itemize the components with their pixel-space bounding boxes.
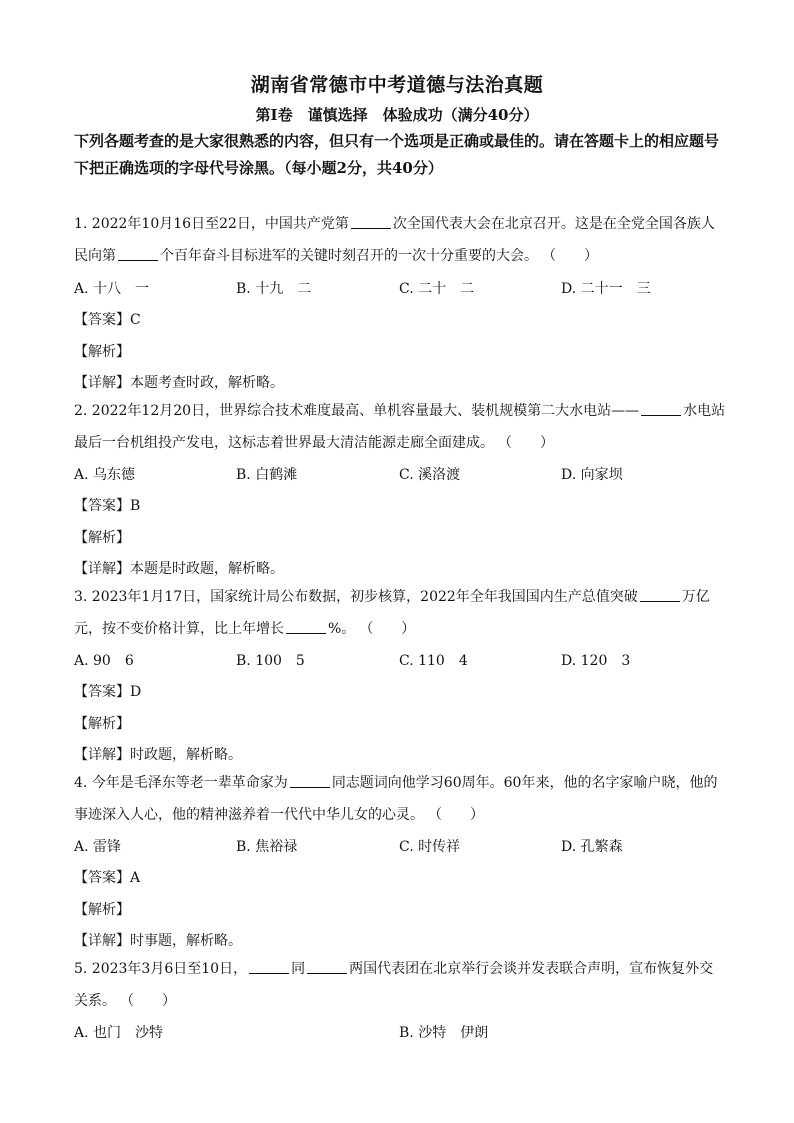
question-2-line-2: 最后一台机组投产发电，这标志着世界最大清洁能源走廊全面建成。 （ ） [74, 435, 554, 451]
analysis-line: 【解析】 [74, 530, 130, 546]
question-4-options [74, 837, 724, 857]
option-d: D. 向家坝 [561, 467, 623, 483]
question-5-options [74, 1023, 724, 1043]
option-b: B. 焦裕禄 [236, 839, 298, 855]
answer-blank [290, 773, 330, 788]
detail-line: 【详解】时政题，解析略。 [74, 747, 242, 763]
analysis-line: 【解析】 [74, 344, 130, 360]
section-heading: 第Ⅰ卷 谨慎选择 体验成功（满分40分） [255, 106, 539, 124]
question-5-line-1: 5. 2023年3月6日至10日， 同 两国代表团在北京举行会谈并发表联合声明，宣布恢复外交 [74, 961, 714, 977]
option-b: B. 沙特 伊朗 [399, 1025, 489, 1041]
option-c: C. 时传祥 [399, 839, 461, 855]
question-4-line-2: 事迹深入人心，他的精神滋养着一代代中华儿女的心灵。 （ ） [74, 807, 484, 823]
page-title: 湖南省常德市中考道德与法治真题 [250, 74, 544, 96]
answer-line: 【答案】C [74, 312, 141, 328]
option-b: B. 白鹤滩 [236, 467, 298, 483]
answer-line: 【答案】B [74, 498, 141, 514]
analysis-line: 【解析】 [74, 902, 130, 918]
question-1-line-1: 1. 2022年10月16日至22日，中国共产党第 次全国代表大会在北京召开。这是在全党全国各族人 [74, 216, 715, 232]
question-3-line-2: 元，按不变价格计算，比上年增长 %。 （ ） [74, 621, 416, 637]
option-d: D. 二十一 三 [561, 281, 651, 297]
option-b: B. 十九 二 [236, 281, 312, 297]
option-b: B. 100 5 [236, 653, 305, 669]
answer-blank [640, 587, 680, 602]
question-4-line-1: 4. 今年是毛泽东等老一辈革命家为 同志题词向他学习60周年。60年来，他的名字家喻户晓，他的 [74, 775, 718, 791]
option-a: A. 也门 沙特 [74, 1025, 164, 1041]
question-1-line-2: 民向第 个百年奋斗目标进军的关键时刻召开的一次十分重要的大会。 （ ） [74, 248, 598, 264]
answer-line: 【答案】A [74, 870, 141, 886]
option-a: A. 乌东德 [74, 467, 136, 483]
question-3-line-1: 3. 2023年1月17日，国家统计局公布数据，初步核算，2022年全年我国国内生产总值突破 万亿 [74, 589, 710, 605]
instructions: 下列各题考查的是大家很熟悉的内容，但只有一个选项是正确或最佳的。请在答题卡上的相应题号下把正确选项的字母代号涂黑。（每小题2分，共40分） [74, 132, 720, 177]
detail-line: 【详解】本题是时政题，解析略。 [74, 561, 284, 577]
question-1-options [74, 279, 724, 299]
answer-blank [351, 214, 391, 229]
answer-blank [249, 959, 289, 974]
detail-line: 【详解】时事题，解析略。 [74, 933, 242, 949]
option-c: C. 二十 二 [399, 281, 475, 297]
answer-blank [307, 959, 347, 974]
question-5-line-2: 关系。 （ ） [74, 993, 176, 1009]
question-2-options [74, 465, 724, 485]
option-c: C. 溪洛渡 [399, 467, 461, 483]
option-d: D. 孔繁森 [561, 839, 623, 855]
question-3-options [74, 651, 724, 671]
answer-blank [641, 401, 681, 416]
question-2-line-1: 2. 2022年12月20日，世界综合技术难度最高、单机容量最大、装机规模第二大水电站—— 水电站 [74, 403, 726, 419]
option-a: A. 90 6 [74, 653, 134, 669]
answer-blank [118, 246, 158, 261]
option-a: A. 十八 一 [74, 281, 150, 297]
analysis-line: 【解析】 [74, 716, 130, 732]
option-a: A. 雷锋 [74, 839, 122, 855]
answer-line: 【答案】D [74, 684, 142, 700]
answer-blank [286, 619, 326, 634]
detail-line: 【详解】本题考查时政，解析略。 [74, 375, 284, 391]
option-c: C. 110 4 [399, 653, 468, 669]
option-d: D. 120 3 [561, 653, 631, 669]
